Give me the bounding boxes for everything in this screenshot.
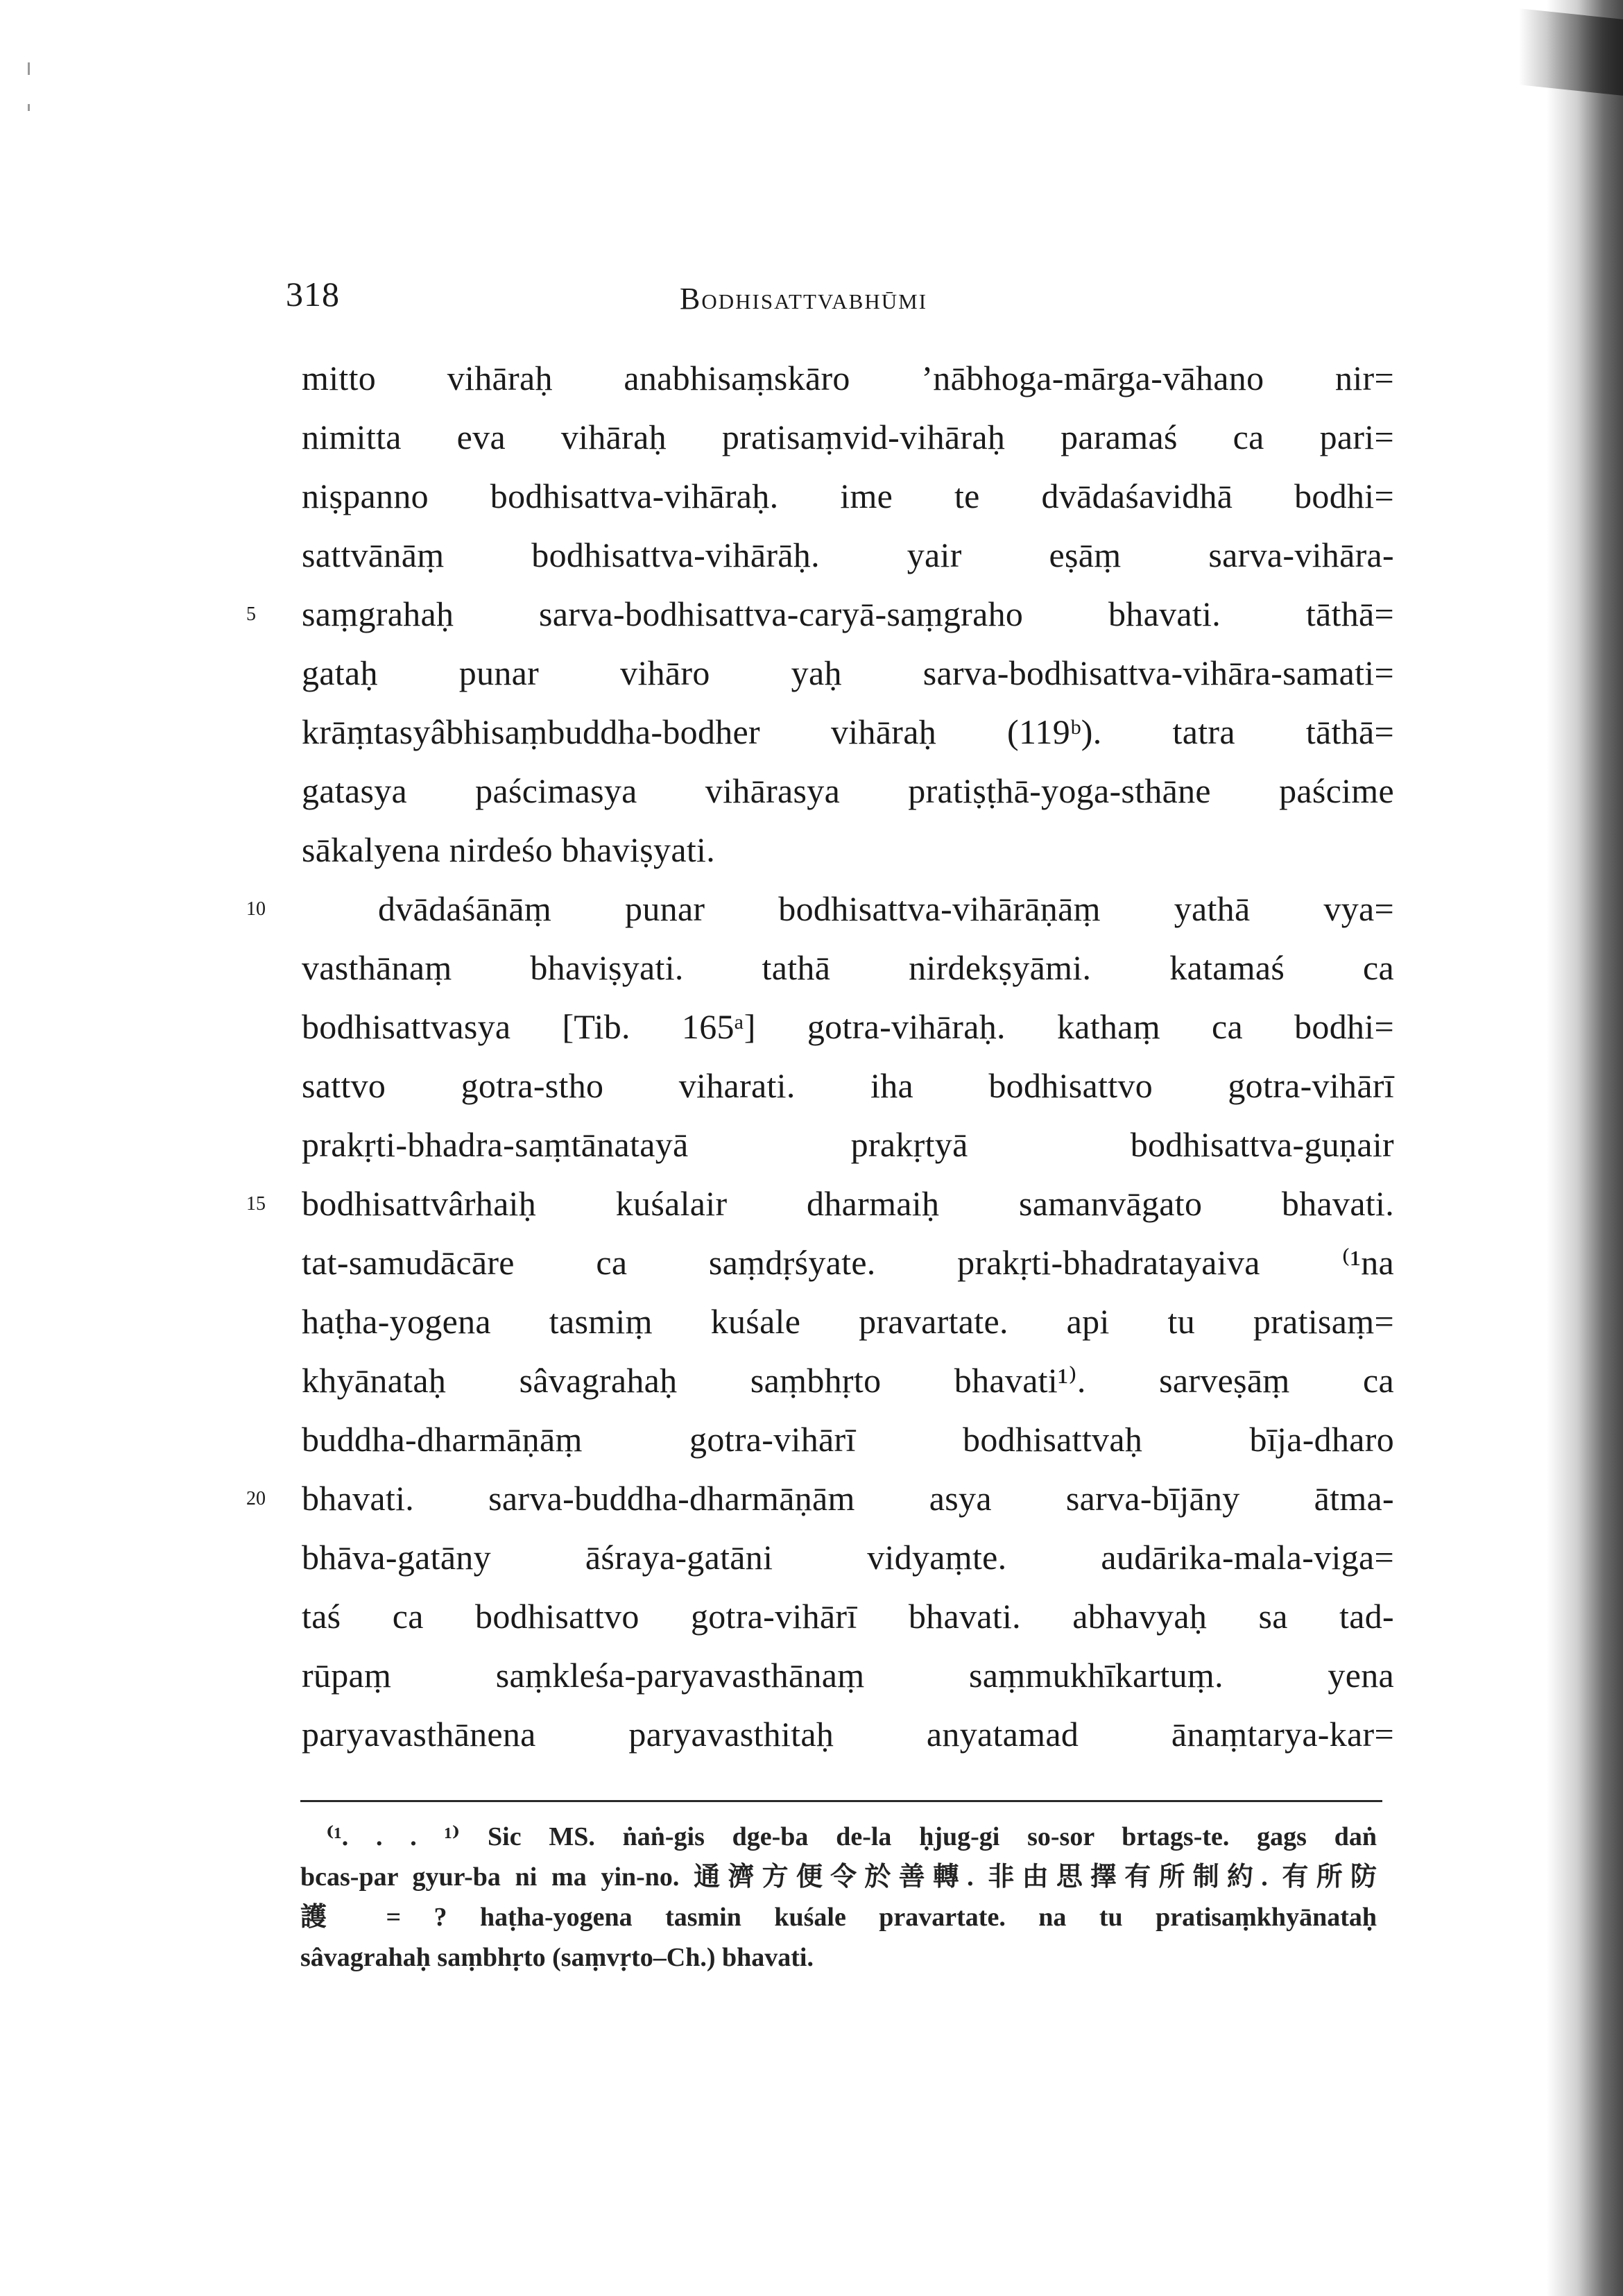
body-line: vasthānaṃ bhaviṣyati. tathā nirdekṣyāmi. katamaś ca bbox=[302, 948, 1394, 987]
page-number: 318 bbox=[286, 275, 340, 314]
body-line: taś ca bodhisattvo gotra-vihārī bhavati. abhavyaḥ sa tad- bbox=[302, 1597, 1394, 1636]
body-line: bhavati. sarva-buddha-dharmāṇām asya sarva-bījāny ātma- bbox=[302, 1479, 1394, 1518]
footnote-line: sâvagrahaḥ saṃbhṛto (saṃvṛto–Ch.) bhavati. bbox=[300, 1943, 814, 1972]
margin-line-number: 15 bbox=[246, 1193, 266, 1215]
body-line: bhāva-gatāny āśraya-gatāni vidyaṃte. audārika-mala-viga= bbox=[302, 1538, 1394, 1577]
body-line: gatasya paścimasya vihārasya pratiṣṭhā-yoga-sthāne paścime bbox=[302, 771, 1394, 810]
body-line: sattvo gotra-stho viharati. iha bodhisattvo gotra-vihārī bbox=[302, 1066, 1394, 1105]
margin-line-number: 5 bbox=[246, 603, 256, 625]
body-line: gataḥ punar vihāro yaḥ sarva-bodhisattva-vihāra-samati= bbox=[302, 653, 1394, 692]
body-line: mitto vihāraḥ anabhisaṃskāro ’nābhoga-mārga-vāhano nir= bbox=[302, 359, 1394, 397]
body-line: bodhisattvasya [Tib. 165ᵃ] gotra-vihāraḥ. kathaṃ ca bodhi= bbox=[302, 1007, 1394, 1046]
body-line: saṃgrahaḥ sarva-bodhisattva-caryā-saṃgraho bhavati. tāthā= bbox=[302, 594, 1394, 633]
body-line: sākalyena nirdeśo bhaviṣyati. bbox=[302, 830, 716, 869]
scan-speck bbox=[28, 62, 30, 75]
body-line: buddha-dharmāṇāṃ gotra-vihārī bodhisattvaḥ bīja-dharo bbox=[302, 1420, 1394, 1459]
body-line: nimitta eva vihāraḥ pratisaṃvid-vihāraḥ paramaś ca pari= bbox=[302, 418, 1394, 456]
footnote-rule bbox=[300, 1800, 1382, 1802]
body-line: niṣpanno bodhisattva-vihāraḥ. ime te dvādaśavidhā bodhi= bbox=[302, 477, 1394, 515]
scan-edge-shadow bbox=[1547, 0, 1623, 2296]
body-line: prakṛti-bhadra-saṃtānatayā prakṛtyā bodhisattva-guṇair bbox=[302, 1125, 1394, 1164]
body-line: dvādaśānāṃ punar bodhisattva-vihārāṇāṃ yathā vya= bbox=[378, 889, 1394, 928]
footnote-line: bcas-par gyur-ba ni ma yin-no. 通濟方便令於善轉. 非由思擇有所制約. 有所防 bbox=[300, 1862, 1377, 1892]
body-line: krāṃtasyâbhisaṃbuddha-bodher vihāraḥ (119ᵇ). tatra tāthā= bbox=[302, 712, 1394, 751]
body-line: bodhisattvârhaiḥ kuśalair dharmaiḥ samanvāgato bhavati. bbox=[302, 1184, 1394, 1223]
body-line: khyānataḥ sâvagrahaḥ saṃbhṛto bhavati¹⁾. sarveṣāṃ ca bbox=[302, 1361, 1394, 1400]
footnote-line: ⁽¹. . . ¹⁾ Sic MS. ṅaṅ-gis dge-ba de-la ḥjug-gi so-sor brtags-te. gags daṅ bbox=[326, 1822, 1377, 1851]
body-line: tat-samudācāre ca saṃdṛśyate. prakṛti-bhadratayaiva ⁽¹na bbox=[302, 1243, 1394, 1282]
body-line: rūpaṃ saṃkleśa-paryavasthānaṃ saṃmukhīkartuṃ. yena bbox=[302, 1656, 1394, 1695]
body-line: paryavasthānena paryavasthitaḥ anyatamad ānaṃtarya-kar= bbox=[302, 1715, 1394, 1754]
body-line: haṭha-yogena tasmiṃ kuśale pravartate. api tu pratisaṃ= bbox=[302, 1302, 1394, 1341]
margin-line-number: 10 bbox=[246, 898, 266, 920]
body-line: sattvānāṃ bodhisattva-vihārāḥ. yair eṣāṃ sarva-vihāra- bbox=[302, 536, 1394, 574]
scan-speck bbox=[28, 104, 30, 111]
margin-line-number: 20 bbox=[246, 1488, 266, 1509]
footnote-line: 護 = ? haṭha-yogena tasmin kuśale pravartate. na tu pratisaṃkhyānataḥ bbox=[300, 1903, 1377, 1932]
running-title: Bodhisattvabhūmi bbox=[680, 282, 928, 316]
scan-edge-shadow-top bbox=[1519, 8, 1623, 96]
